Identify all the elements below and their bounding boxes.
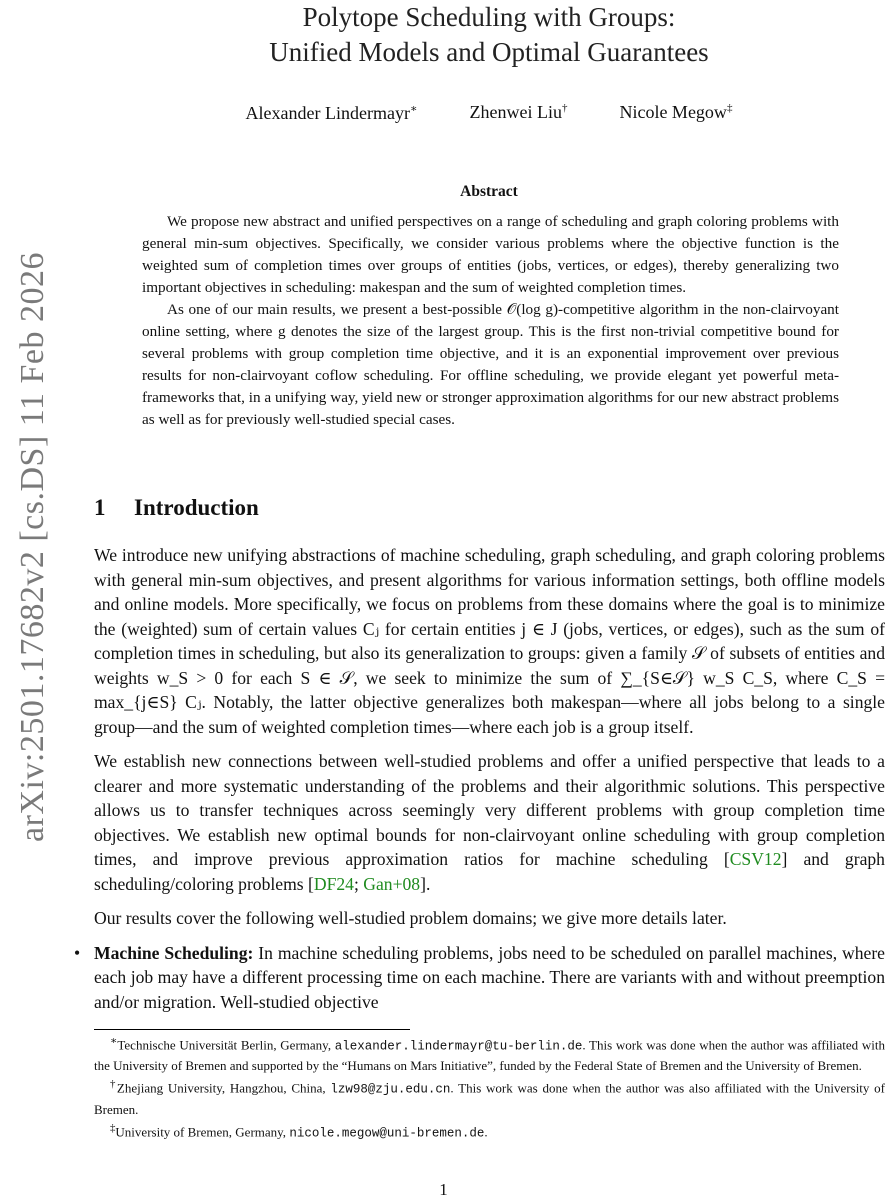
email-link-3[interactable]: nicole.megow@uni-bremen.de: [289, 1125, 485, 1140]
author-1: Alexander Lindermayr∗: [245, 103, 418, 123]
author-2: Zhenwei Liu†: [469, 102, 568, 122]
author-3: Nicole Megow‡: [619, 102, 733, 122]
bullet-title: Machine Scheduling:: [94, 942, 254, 963]
email-link-2[interactable]: lzw98@zju.edu.cn: [330, 1082, 451, 1097]
section-title: Introduction: [134, 495, 259, 520]
footnote-1: ∗Technische Universität Berlin, Germany, alexander.lindermayr@tu-berlin.de. This work was done when the author was affiliated with the University of Bremen and supported by the “Humans on Mars Initiative”, funded by the Federal State of Bremen and the University of Bremen.: [94, 1035, 885, 1074]
abstract-paragraph-1: We propose new abstract and unified perspectives on a range of scheduling and graph coloring problems with general min-sum objectives. Specifically, we consider various problems where the objective function is the weighted sum of completion times over groups of entities (jobs, vertices, or edges), thereby generalizing two important objectives in scheduling: makespan and the sum of weighted completion times.: [142, 213, 839, 296]
paper-title: [94, 0, 884, 70]
author-list: [94, 102, 884, 124]
arxiv-identifier: arXiv:2501.17682v2 [cs.DS] 11 Feb 2026: [14, 251, 51, 842]
intro-paragraph-3: Our results cover the following well-studied problem domains; we give more details later.: [94, 908, 727, 928]
bullet-machine-scheduling: • Machine Scheduling: In machine scheduling problems, jobs need to be scheduled on parallel machines, where each job may have a different processing time on each machine. There are variants with and without preemption and/or migration. Well-studied objective: [94, 941, 885, 1015]
citation-df24[interactable]: DF24: [313, 873, 354, 894]
email-link-1[interactable]: alexander.lindermayr@tu-berlin.de: [334, 1039, 583, 1054]
title-line-2: Unified Models and Optimal Guarantees: [269, 37, 709, 67]
page-number: 1: [439, 1180, 448, 1199]
footnote-rule: [94, 1029, 410, 1030]
abstract-paragraph-2: As one of our main results, we present a best-possible 𝒪(log g)-competitive algorithm in the non-clairvoyant online setting, where g denotes the size of the largest group. This is the first non-trivial competitive bound for several problems with group completion time objective, and it is an exponential improvement over previous results for non-clairvoyant coflow scheduling. For offline scheduling, we provide elegant yet powerful meta-frameworks that, in a unifying way, yield new or stronger approximation algorithms for our new abstract problems as well as for previously well-studied special cases.: [142, 301, 839, 428]
section-number: 1: [94, 495, 106, 520]
section-heading: [94, 495, 259, 521]
title-line-1: Polytope Scheduling with Groups:: [302, 2, 676, 32]
arxiv-sidebar: [0, 0, 52, 1200]
intro-body: [94, 543, 885, 1024]
footnote-2: †Zhejiang University, Hangzhou, China, lzw98@zju.edu.cn. This work was done when the author was also affiliated with the University of Bremen.: [94, 1078, 885, 1117]
intro-paragraph-1: We introduce new unifying abstractions of machine scheduling, graph scheduling, and graph coloring problems with general min-sum objectives, and present algorithms for various information settings, both offline models and online models. More specifically, we focus on problems from these domains where the goal is to minimize the (weighted) sum of certain values Cⱼ for certain entities j ∈ J (jobs, vertices, or edges), such as the sum of completion times in scheduling, but also its generalization to groups: given a family 𝒮 of subsets of entities and weights w_S > 0 for each S ∈ 𝒮, we seek to minimize the sum of ∑_{S∈𝒮} w_S C_S, where C_S = max_{j∈S} Cⱼ. Notably, the latter objective generalizes both makespan—where all jobs belong to a single group—and the sum of weighted completion times—where each job is a group itself.: [94, 545, 885, 737]
footnote-3: ‡University of Bremen, Germany, nicole.megow@uni-bremen.de.: [110, 1121, 488, 1140]
citation-csv12[interactable]: CSV12: [729, 849, 782, 869]
intro-paragraph-2: We establish new connections between well-studied problems and offer a unified perspective that leads to a clearer and more systematic understanding of the problems and their algorithmic solutions. This perspective allows us to transfer techniques across seemingly very different problems with group completion time objectives. We establish new optimal bounds for non-clairvoyant online scheduling with group completion times, and improve previous approximation ratios for machine scheduling [CSV12] and graph scheduling/coloring problems [DF24; Gan+08].: [94, 751, 885, 894]
abstract-body: [142, 211, 839, 431]
footnotes: [94, 1032, 885, 1143]
abstract-heading: Abstract: [460, 183, 518, 200]
citation-gan08[interactable]: Gan+08: [363, 873, 421, 894]
